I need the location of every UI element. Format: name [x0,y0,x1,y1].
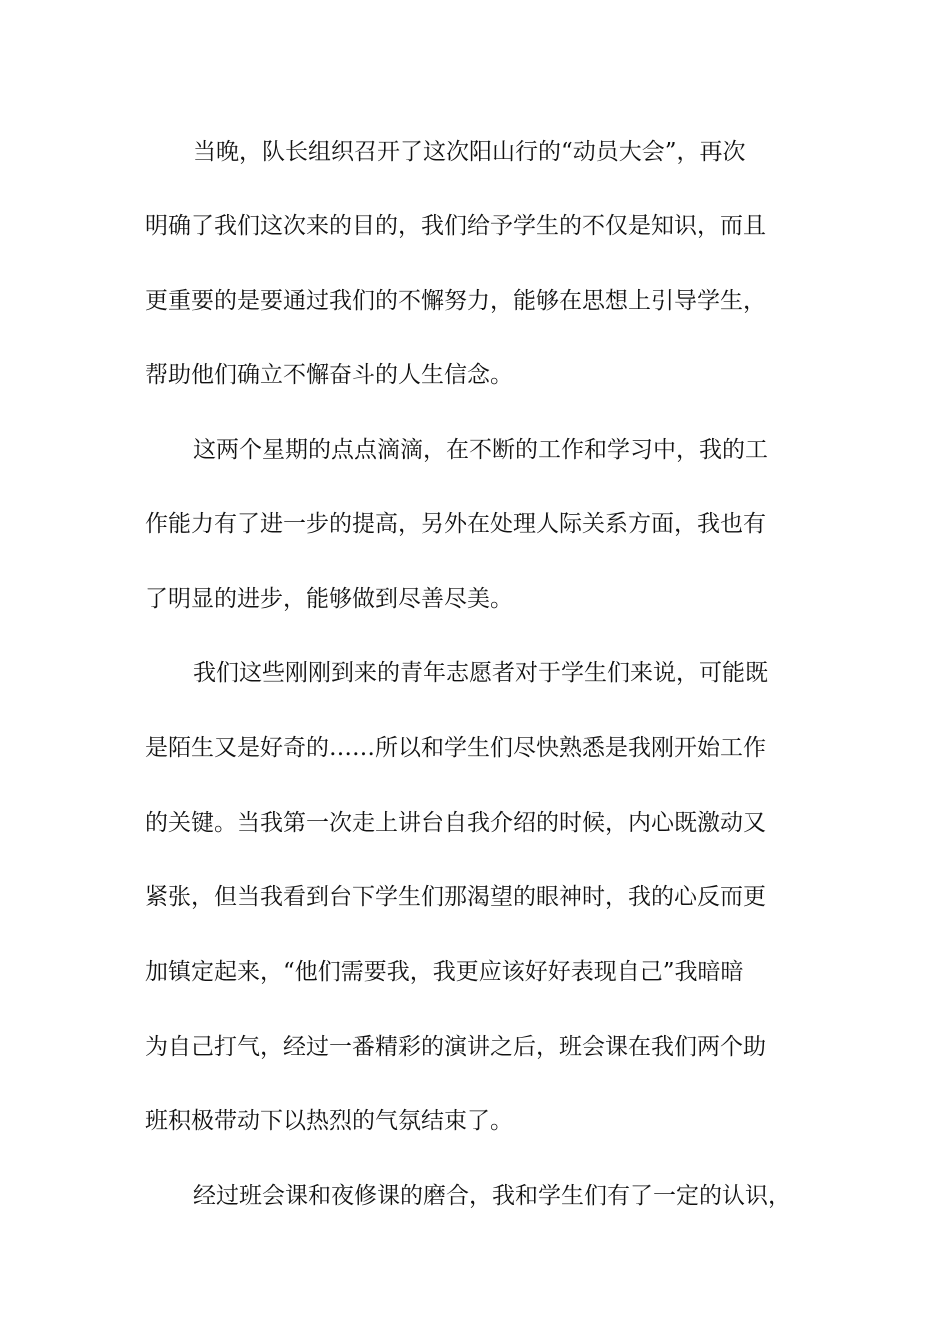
paragraph-3-line-4: 紧张，但当我看到台下学生们那渴望的眼神时，我的心反而更 [145,884,766,910]
paragraph-1-line-1: 当晚，队长组织召开了这次阳山行的“动员大会”，再次 [193,139,746,165]
paragraph-3-line-1: 我们这些刚刚到来的青年志愿者对于学生们来说，可能既 [193,660,768,686]
paragraph-1-line-3: 更重要的是要通过我们的不懈努力，能够在思想上引导学生， [145,288,766,314]
paragraph-2-line-1: 这两个星期的点点滴滴，在不断的工作和学习中，我的工 [193,437,768,463]
paragraph-3-line-7: 班积极带动下以热烈的气氛结束了。 [145,1108,513,1134]
paragraph-2-line-2: 作能力有了进一步的提高，另外在处理人际关系方面，我也有 [145,511,766,537]
paragraph-1-line-2: 明确了我们这次来的目的，我们给予学生的不仅是知识，而且 [145,213,766,239]
paragraph-4-line-1: 经过班会课和夜修课的磨合，我和学生们有了一定的认识， [193,1183,791,1209]
paragraph-1-line-4: 帮助他们确立不懈奋斗的人生信念。 [145,362,513,388]
paragraph-2-line-3: 了明显的进步，能够做到尽善尽美。 [145,586,513,612]
paragraph-3-line-5: 加镇定起来，“他们需要我，我更应该好好表现自己”我暗暗 [145,959,744,985]
paragraph-3-line-6: 为自己打气，经过一番精彩的演讲之后，班会课在我们两个助 [145,1034,766,1060]
paragraph-3-line-3: 的关键。当我第一次走上讲台自我介绍的时候，内心既激动又 [145,810,766,836]
paragraph-3-line-2: 是陌生又是好奇的……所以和学生们尽快熟悉是我刚开始工作 [145,735,766,761]
